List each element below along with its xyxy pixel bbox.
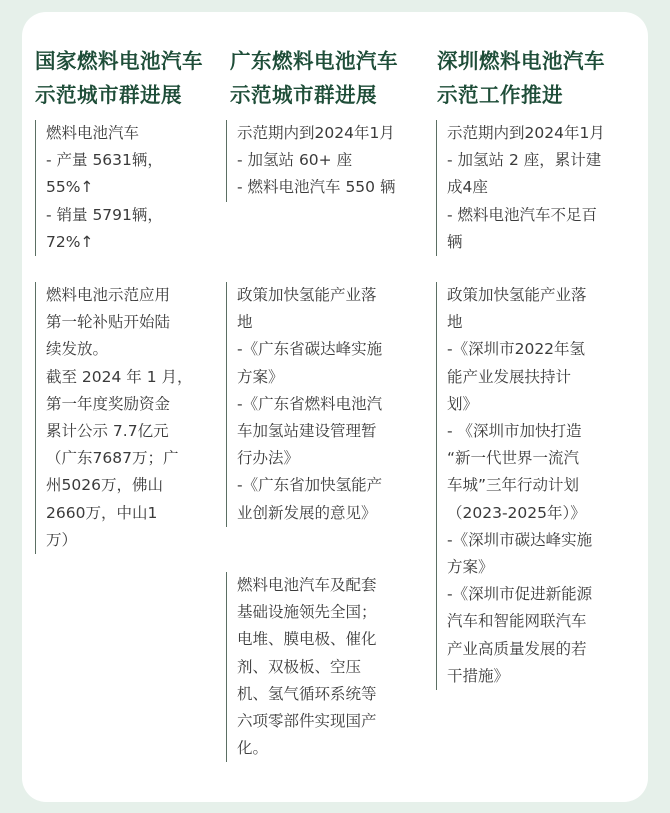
text-line: 第一年度奖励资金 (46, 394, 171, 413)
content-card (22, 12, 648, 802)
text-line: 第一轮补贴开始陆 (46, 313, 171, 332)
title-line: 深圳燃料电池汽车 (437, 49, 605, 73)
text-line: 能产业发展扶持计 (447, 367, 572, 386)
text-line: - 加氢站 2 座，累计建 (447, 151, 602, 170)
text-line: 州5026万，佛山 (46, 476, 163, 495)
text-line: - 销量 5791辆， (46, 205, 163, 224)
text-line: 地 (237, 313, 253, 332)
text-line: 燃料电池示范应用 (46, 286, 171, 304)
title-line: 示范城市群进展 (35, 83, 182, 107)
text-block (35, 282, 193, 554)
text-line: - 产量 5631辆， (46, 151, 163, 170)
text-line: 55%↑ (46, 178, 94, 197)
text-line: - 燃料电池汽车 550 辆 (237, 178, 396, 197)
text-line: -《广东省碳达峰实施 (237, 340, 383, 359)
text-line: 六项零部件实现国产 (237, 712, 377, 731)
text-line: 方案》 (447, 558, 494, 577)
text-line: 成4座 (447, 178, 488, 197)
text-line: 汽车和智能网联汽车 (447, 612, 587, 631)
text-line: 续发放。 (46, 340, 109, 359)
text-line: 干措施》 (447, 666, 510, 685)
title-line: 示范城市群进展 (230, 83, 377, 107)
text-block (35, 120, 163, 256)
title-line: 示范工作推进 (437, 83, 563, 107)
text-line: 2660万，中山1 (46, 503, 158, 522)
text-line: （2023-2025年）》 (447, 503, 586, 522)
text-line: 车城”三年行动计划 (447, 476, 580, 495)
text-line: 产业高质量发展的若 (447, 639, 587, 658)
text-line: 燃料电池汽车及配套 (237, 576, 377, 594)
text-line: 机、氢气循环系统等 (237, 684, 377, 703)
text-block (436, 120, 605, 256)
text-line: “新一代世界一流汽 (447, 449, 580, 468)
text-line: 方案》 (237, 367, 284, 386)
text-line: -《深圳市2022年氢 (447, 340, 586, 359)
text-line: 截至 2024 年 1 月， (46, 367, 193, 386)
text-line: 示范期内到2024年1月 (447, 124, 605, 142)
text-line: 化。 (237, 739, 269, 758)
text-line: 剂、双极板、空压 (237, 657, 362, 676)
text-line: - 《深圳市加快打造 (447, 422, 582, 441)
title-line: 国家燃料电池汽车 (35, 49, 203, 73)
text-line: 万） (46, 530, 78, 549)
text-line: 政策加快氢能产业落 (237, 286, 377, 304)
column-title (230, 44, 398, 112)
column-title (35, 44, 203, 112)
text-line: 累计公示 7.7亿元 (46, 422, 169, 441)
text-line: 电堆、膜电极、催化 (237, 630, 377, 649)
text-line: -《广东省燃料电池汽 (237, 394, 383, 413)
text-line: 行办法》 (237, 449, 300, 468)
text-line: 车加氢站建设管理暂 (237, 422, 377, 441)
text-line: -《深圳市促进新能源 (447, 585, 593, 604)
text-line: - 燃料电池汽车不足百 (447, 205, 598, 224)
text-line: 燃料电池汽车 (46, 124, 140, 142)
text-line: 划》 (447, 394, 479, 413)
text-line: （广东7687万；广 (46, 449, 179, 468)
text-line: 示范期内到2024年1月 (237, 124, 395, 142)
text-block (226, 120, 395, 202)
text-block (226, 572, 377, 762)
text-line: - 加氢站 60+ 座 (237, 151, 353, 170)
text-line: 地 (447, 313, 463, 332)
text-line: 政策加快氢能产业落 (447, 286, 587, 304)
text-line: 业创新发展的意见》 (237, 503, 377, 522)
text-line: 基础设施领先全国； (237, 603, 377, 622)
text-block (436, 282, 592, 690)
text-line: -《广东省加快氢能产 (237, 476, 383, 495)
text-line: 72%↑ (46, 232, 94, 251)
column-title (437, 44, 605, 112)
text-block (226, 282, 382, 527)
text-line: 辆 (447, 232, 463, 251)
text-line: -《深圳市碳达峰实施 (447, 530, 593, 549)
title-line: 广东燃料电池汽车 (230, 49, 398, 73)
